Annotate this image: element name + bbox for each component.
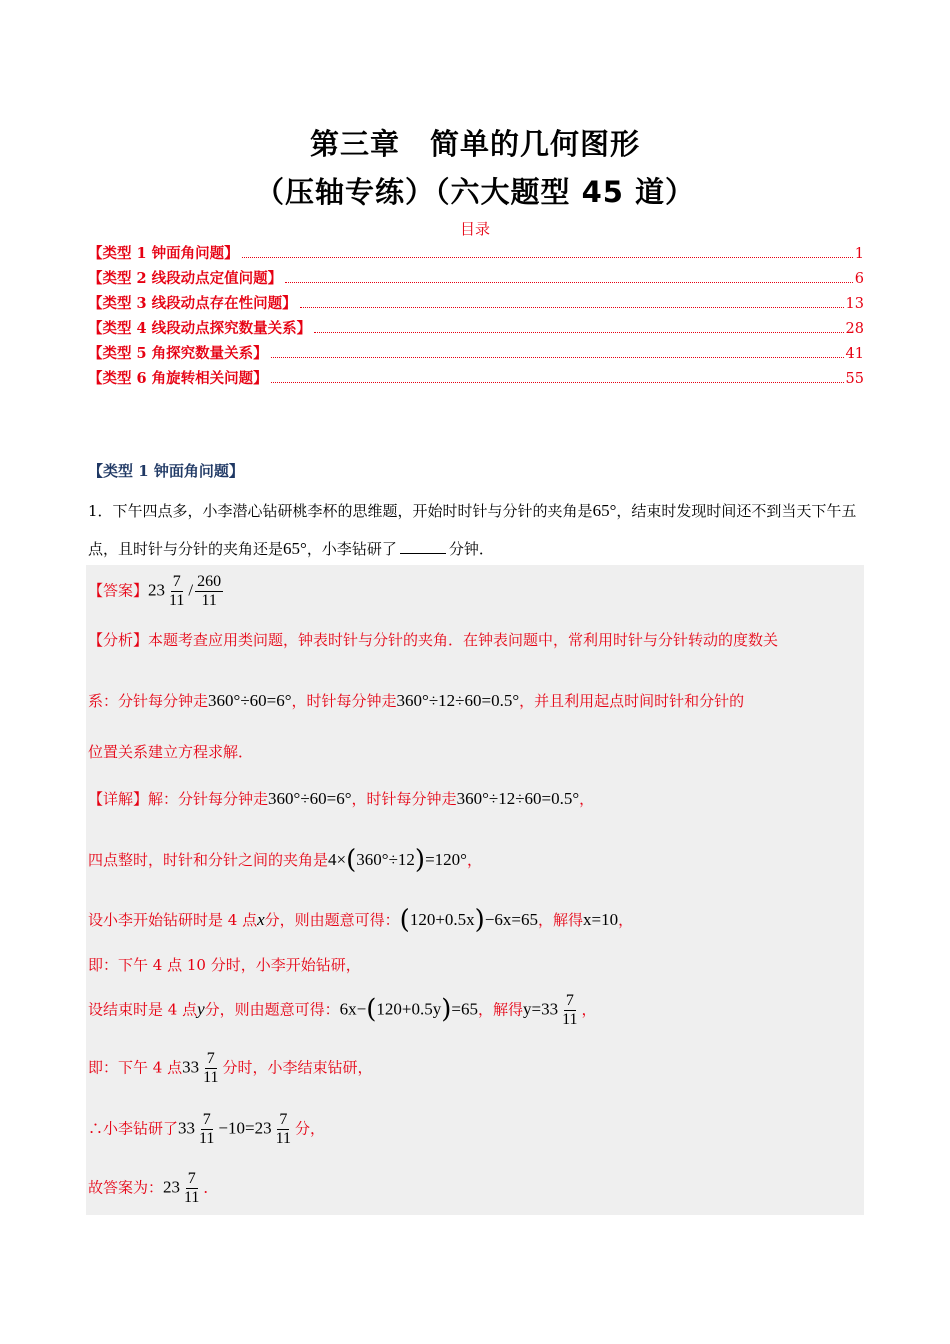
toc-item[interactable]: [88, 267, 864, 292]
toc-item-label: 【类型 1 钟面角问题】: [88, 245, 239, 262]
detail-text: 设结束时是 4 点: [88, 1000, 198, 1019]
analysis-line-2: [88, 690, 864, 711]
fraction-numerator: 7: [279, 1111, 288, 1128]
table-of-contents: [88, 242, 864, 392]
answer-label: 【答案】: [88, 581, 149, 600]
detail-line-4: [88, 954, 864, 975]
math-fraction: [560, 992, 579, 1029]
toc-item[interactable]: [88, 242, 864, 267]
question-text: ，小李钻研了: [306, 540, 397, 558]
fraction-denominator: 11: [199, 1130, 215, 1147]
fraction-numerator: 7: [202, 1111, 211, 1128]
analysis-text: 位置关系建立方程求解．: [88, 743, 254, 761]
detail-text: ，: [466, 851, 482, 869]
detail-line-7: [88, 1111, 864, 1148]
question-1: [88, 492, 864, 568]
math-expression: −10=23: [218, 1118, 272, 1138]
analysis-text: 本题考查应用类问题，钟表时针与分针的夹角．在钟表问题中，常利用时针与分针转动的度数关: [148, 631, 779, 649]
math-expression: 4×: [328, 850, 347, 869]
toc-item-page: 55: [845, 371, 864, 387]
detail-text: 分，则由题意可得：: [264, 911, 400, 929]
analysis-line-1: [88, 629, 864, 650]
math-expression: 33: [178, 1118, 196, 1138]
detail-text: ，解得: [538, 911, 584, 929]
answer-whole: 23: [148, 580, 166, 600]
question-text: 分钟．: [448, 540, 494, 558]
analysis-text: 系：分针每分钟走: [88, 692, 209, 710]
toc-leader: [300, 307, 844, 308]
math-expression: 360°÷12÷60=0.5°: [456, 789, 580, 808]
toc-leader: [285, 282, 853, 283]
detail-text: 四点整时，时针和分针之间的夹角是: [88, 851, 329, 869]
math-fraction: [182, 1170, 201, 1207]
question-number: 1．: [88, 502, 113, 520]
detail-line-3: [88, 905, 864, 935]
math-variable: x: [257, 910, 265, 929]
detail-line-2: [88, 845, 864, 875]
toc-item[interactable]: [88, 367, 864, 392]
fraction-numerator: 7: [187, 1170, 196, 1187]
toc-item-page: 28: [845, 321, 864, 337]
toc-item-page: 41: [845, 346, 864, 362]
math-expression: 360°÷60=6°: [208, 691, 292, 710]
detail-line-6: [88, 1050, 864, 1087]
toc-item-label: 【类型 3 线段动点存在性问题】: [88, 295, 297, 312]
math-expression: =120°: [425, 850, 467, 869]
detail-text: ，: [579, 790, 595, 808]
analysis-line-3: [88, 741, 864, 762]
document-title-line1: 第三章 简单的几何图形: [309, 127, 640, 161]
detail-text: 即：下午 4 点 10 分时，小李开始钻研，: [88, 956, 361, 974]
fraction-denominator: 11: [184, 1189, 200, 1206]
math-expression: 360°÷12÷60=0.5°: [396, 691, 520, 710]
math-expression: 120+0.5x: [409, 910, 475, 929]
detail-text: 分，则由题意可得：: [204, 1000, 340, 1019]
detail-text: 分，: [295, 1119, 326, 1138]
toc-item-label: 【类型 5 角探究数量关系】: [88, 345, 268, 362]
math-expression: 360°÷60=6°: [268, 789, 352, 808]
toc-item-page: 6: [854, 271, 864, 287]
math-expression: y=33: [523, 999, 559, 1019]
document-title-line2: （压轴专练）（六大题型 45 道）: [254, 175, 696, 209]
answer-separator: /: [188, 580, 194, 600]
fraction-denominator: 11: [203, 1069, 219, 1086]
angle-value: 65°: [592, 501, 617, 520]
left-paren: (: [346, 845, 357, 875]
math-expression: x=10: [583, 910, 619, 929]
fraction-numerator: 7: [206, 1050, 215, 1067]
toc-item-label: 【类型 6 角旋转相关问题】: [88, 370, 268, 387]
detail-line-5: [88, 992, 864, 1029]
right-paren: ): [474, 905, 485, 935]
analysis-text: ，时针每分钟走: [291, 692, 397, 710]
toc-leader: [271, 382, 844, 383]
fraction-denominator: 11: [201, 592, 217, 609]
math-expression: 6x−: [339, 999, 367, 1019]
fraction-numerator: 7: [172, 573, 181, 590]
toc-leader: [271, 357, 844, 358]
toc-heading: 目录: [459, 220, 490, 238]
detail-text: 即：下午 4 点: [88, 1058, 183, 1077]
detail-text: ，时针每分钟走: [351, 790, 457, 808]
math-fraction: [274, 1111, 293, 1148]
toc-item[interactable]: [88, 292, 864, 317]
fraction-denominator: 11: [562, 1011, 578, 1028]
math-fraction: [197, 1111, 216, 1148]
fraction-numerator: 260: [197, 573, 222, 590]
answer-line: [88, 573, 864, 610]
right-paren: ): [441, 994, 452, 1025]
fraction-denominator: 11: [275, 1130, 292, 1147]
answer-fraction: [167, 573, 186, 610]
toc-item[interactable]: [88, 317, 864, 342]
detail-text: 设小李开始钻研时是 4 点: [88, 911, 258, 929]
detail-text: ，: [618, 911, 634, 929]
detail-text: 解：分针每分钟走: [148, 790, 269, 808]
fraction-denominator: 11: [169, 592, 185, 609]
toc-item-page: 13: [845, 296, 864, 312]
math-expression: 360°÷12: [356, 850, 415, 869]
detail-text: ∴小李钻研了: [88, 1119, 179, 1138]
toc-item[interactable]: [88, 342, 864, 367]
math-expression: 33: [182, 1057, 200, 1077]
answer-blank: [400, 539, 446, 554]
detail-text: ，解得: [478, 1000, 524, 1019]
math-expression: −6x=65: [484, 910, 538, 929]
left-paren: (: [366, 994, 377, 1025]
detail-line-8: [88, 1170, 864, 1207]
question-text: 下午四点多，小李潜心钻研桃李杯的思维题，开始时时针与分针的夹角是: [112, 502, 593, 520]
left-paren: (: [399, 905, 410, 935]
analysis-text: ，并且利用起点时间时针和分针的: [519, 692, 745, 710]
answer-alt-fraction: [195, 573, 223, 610]
detail-line-1: [88, 788, 864, 809]
toc-leader: [242, 257, 853, 258]
math-expression: 23: [163, 1177, 181, 1197]
right-paren: ): [414, 845, 426, 875]
toc-item-label: 【类型 4 线段动点探究数量关系】: [88, 320, 312, 337]
detail-label: 【详解】: [88, 790, 149, 808]
question-text: ，结束时发现时间还不到当天下午五点，且时针与分针的夹角还是: [88, 502, 857, 558]
math-expression: =65: [451, 999, 478, 1019]
toc-leader: [314, 332, 843, 333]
math-variable: y: [197, 999, 205, 1019]
detail-text: 分时，小李结束钻研，: [222, 1058, 373, 1077]
angle-value: 65°: [283, 539, 307, 558]
math-expression: 120+0.5y: [376, 999, 442, 1019]
math-fraction: [201, 1050, 220, 1087]
detail-text: 故答案为：: [88, 1178, 164, 1197]
section-heading: 【类型 1 钟面角问题】: [88, 462, 244, 480]
toc-item-page: 1: [854, 246, 864, 262]
toc-item-label: 【类型 2 线段动点定值问题】: [88, 270, 283, 287]
detail-text: ．: [203, 1178, 219, 1197]
detail-text: ，: [581, 1000, 597, 1019]
fraction-numerator: 7: [565, 992, 574, 1009]
analysis-label: 【分析】: [88, 631, 149, 649]
